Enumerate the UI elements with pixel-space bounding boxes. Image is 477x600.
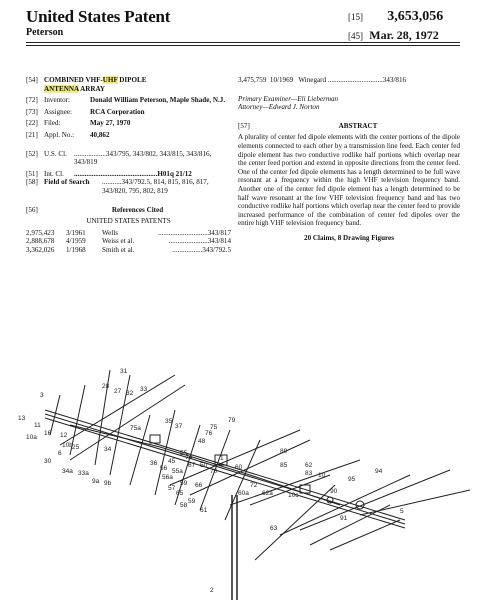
reference-numeral: 56 — [160, 465, 168, 472]
patent-number-line — [348, 9, 443, 25]
field-abstract — [238, 122, 460, 131]
field-code: [21] — [26, 130, 38, 139]
reference-name: Weiss et al. — [102, 237, 135, 246]
primary-examiner: Primary Examiner—Eli Lieberman — [238, 94, 339, 103]
references-table — [26, 229, 231, 255]
clamp — [150, 435, 160, 443]
reference-date: 1/1968 — [66, 245, 86, 254]
reference-numeral: 30 — [44, 458, 52, 465]
field-code: [22] — [26, 119, 38, 128]
reference-numeral: 55 — [180, 450, 188, 457]
issue-date-code: [45] — [348, 31, 363, 41]
reference-num: 3,362,026 — [26, 245, 55, 254]
filed-date: May 27, 1970 — [90, 119, 131, 128]
issue-date-line — [348, 28, 439, 43]
field-code: [54] — [26, 76, 38, 84]
reference-numeral: 10a — [26, 434, 37, 441]
field-label: Field of Search — [44, 178, 90, 187]
reference-numeral: 83 — [305, 470, 313, 477]
reference-cls: ............................343/817 — [158, 228, 231, 237]
field-code: [72] — [26, 96, 38, 105]
field-label: Assignee: — [44, 107, 72, 116]
additional-reference: 3,475,759 10/1969 Winegard ...............................343/816 — [238, 76, 407, 84]
field-label: U.S. Cl. — [44, 149, 67, 158]
reference-numeral: 65 — [176, 490, 184, 497]
reference-numeral: 6 — [58, 450, 62, 457]
reference-numeral: 91 — [340, 515, 348, 522]
reference-row — [26, 229, 231, 238]
patent-number: 3,653,056 — [387, 9, 444, 24]
reference-numeral: 10b — [62, 442, 73, 449]
field-label: Filed: — [44, 119, 61, 128]
field-filed — [26, 119, 231, 128]
assignee-name: RCA Corporation — [90, 107, 145, 116]
field-search — [26, 178, 231, 195]
inventor-surname: Peterson — [26, 27, 64, 38]
patent-number-code: [15] — [348, 12, 363, 22]
reference-cls: ......................343/814 — [168, 237, 231, 246]
reference-numeral: 62a — [262, 490, 273, 497]
reference-numeral: 27 — [114, 388, 122, 395]
reference-numeral: 63 — [270, 525, 278, 532]
reference-numeral: 9a — [92, 478, 100, 485]
field-code: [58] — [26, 178, 38, 187]
reference-numeral: 33 — [140, 386, 148, 393]
reference-numeral: 34 — [104, 446, 112, 453]
abstract-column — [238, 76, 460, 243]
reference-name: Smith et al. — [102, 245, 135, 254]
title-highlight: UHF — [102, 76, 118, 84]
reference-numeral: 11 — [34, 422, 41, 429]
reference-numeral: 74 — [185, 454, 193, 461]
field-label: Int. Cl. — [44, 169, 64, 178]
reference-date: 4/1959 — [66, 237, 86, 246]
reference-numeral: 48 — [198, 438, 206, 445]
dipole-element — [50, 395, 60, 435]
int-class-value: ...............................................H01q 21/12 — [74, 169, 192, 178]
reference-name: Wells — [102, 228, 118, 237]
references-heading: References Cited — [111, 205, 164, 214]
reference-numeral: 35 — [165, 418, 173, 425]
reference-numeral: 62 — [305, 462, 313, 469]
abstract-heading: ABSTRACT — [338, 121, 378, 130]
reference-date: 3/1961 — [66, 228, 86, 237]
application-number: 40,862 — [90, 130, 110, 139]
reference-numeral: 36 — [150, 460, 158, 467]
reference-numeral: 25 — [72, 444, 80, 451]
dipole-element — [330, 520, 400, 550]
field-us-class — [26, 150, 231, 167]
reference-numeral: 34a — [62, 468, 73, 475]
invention-title — [44, 76, 231, 93]
title-part: COMBINED VHF- — [44, 76, 103, 84]
reference-numeral: 57 — [168, 485, 176, 492]
field-code: [73] — [26, 107, 38, 116]
title-part: DIPOLE — [117, 76, 147, 84]
refs-subheading: UNITED STATES PATENTS — [86, 217, 171, 226]
reference-cls: .................343/792.5 — [172, 245, 231, 254]
reference-numeral: 70 — [210, 468, 218, 475]
reference-numeral: 60a — [238, 490, 249, 497]
us-class-value: ..................343/795, 343/802, 343/815, 343/816, 343/819 — [74, 149, 212, 167]
field-assignee — [26, 108, 231, 117]
field-appl-no — [26, 131, 231, 140]
reference-numeral: 94 — [375, 468, 383, 475]
reference-numeral: 31 — [120, 368, 128, 375]
reference-numeral: 79 — [228, 417, 236, 424]
reference-numeral: 58 — [180, 502, 188, 509]
claims-line: 20 Claims, 8 Drawing Figures — [304, 233, 394, 242]
boom-line — [45, 418, 405, 528]
field-label: Appl. No.: — [44, 130, 75, 139]
field-label: Inventor: — [44, 96, 71, 105]
reference-numeral: 67 — [188, 462, 196, 469]
header-rule-top — [26, 42, 460, 43]
reference-num: 2,888,678 — [26, 237, 55, 246]
antenna-drawing — [0, 355, 477, 600]
field-code: [56] — [26, 205, 38, 214]
reference-numeral: 75a — [130, 425, 141, 432]
reference-numeral: 10c — [288, 492, 299, 499]
reference-numeral: 50 — [200, 462, 208, 469]
field-code: [52] — [26, 149, 38, 158]
reference-numeral: 33a — [78, 470, 89, 477]
reference-numeral: 5 — [400, 508, 404, 515]
title-highlight: ANTENNA — [44, 84, 79, 93]
reference-numeral: 76 — [205, 430, 213, 437]
field-title — [26, 76, 231, 93]
bibliographic-column — [26, 76, 231, 255]
reference-numeral: 75 — [210, 424, 218, 431]
reference-numeral: 90 — [330, 488, 338, 495]
reference-numeral: 61 — [200, 507, 208, 514]
reference-row — [26, 246, 231, 255]
field-code: [57] — [238, 121, 250, 130]
reference-numeral: 56a — [162, 474, 173, 481]
reference-numeral: 66 — [195, 482, 203, 489]
reference-numeral: 10 — [318, 472, 326, 479]
reference-numeral: 28 — [102, 383, 110, 390]
field-references — [26, 206, 231, 215]
reference-numeral: 60 — [235, 464, 243, 471]
boom-line — [45, 414, 405, 524]
reference-numeral: 32 — [126, 390, 134, 397]
field-int-class — [26, 170, 231, 179]
reference-numeral: 9b — [104, 480, 112, 487]
field-code: [51] — [26, 169, 38, 178]
title-part: ARRAY — [78, 84, 106, 93]
abstract-text: A plurality of center fed dipole elements with the center portions of the dipole elements connected to each other by a transmission line feed. Each center fed dipole element has two conductive rodlike half portions which overlap near the center feed portion and extend in opposite directions from the center feed. One of the center fed dipole elements has a length determined to be full wave resonant at a frequency within the high VHF television frequency band. Another one of the center fed dipole element has a length determined to be half wave resonant at the low VHF television frequency band and has two conductive rodlike half portions which overlap near the center feed to provide increased performance of the combination of center fed dipoles over the entire high VHF television frequency band. — [238, 133, 460, 228]
reference-numeral: 59 — [180, 480, 188, 487]
reference-num: 2,975,423 — [26, 228, 55, 237]
reference-numeral: 3 — [40, 392, 44, 399]
header-rule-bottom — [26, 45, 460, 46]
reference-numeral: 95 — [348, 476, 356, 483]
reference-numeral: 13 — [18, 415, 26, 422]
reference-numeral: 72 — [250, 482, 258, 489]
attorney: Attorney—Edward J. Norton — [238, 103, 320, 112]
field-inventor — [26, 96, 231, 105]
reference-numeral: 2 — [210, 587, 214, 594]
reference-numeral: 55a — [172, 468, 183, 475]
inventor-name: Donald William Peterson, Maple Shade, N.J. — [90, 96, 226, 105]
search-field-value: ...........343/792.5, 814, 815, 816, 817, 343/820, 795, 802, 819 — [102, 178, 209, 195]
reference-numeral: 89 — [280, 448, 288, 455]
dipole-element — [225, 440, 260, 520]
dipole-element — [280, 475, 410, 535]
reference-numeral: 85 — [280, 462, 288, 469]
reference-numeral: 45 — [168, 458, 176, 465]
reference-numeral: 16 — [44, 430, 52, 437]
reference-row — [26, 237, 231, 246]
reference-numeral: 12 — [60, 432, 68, 439]
patent-office-title: United States Patent — [26, 7, 171, 26]
reference-numeral: 59 — [188, 498, 196, 505]
issue-date: Mar. 28, 1972 — [369, 28, 439, 42]
reference-numeral: 37 — [175, 423, 183, 430]
reference-numeral: 1 — [220, 455, 224, 462]
